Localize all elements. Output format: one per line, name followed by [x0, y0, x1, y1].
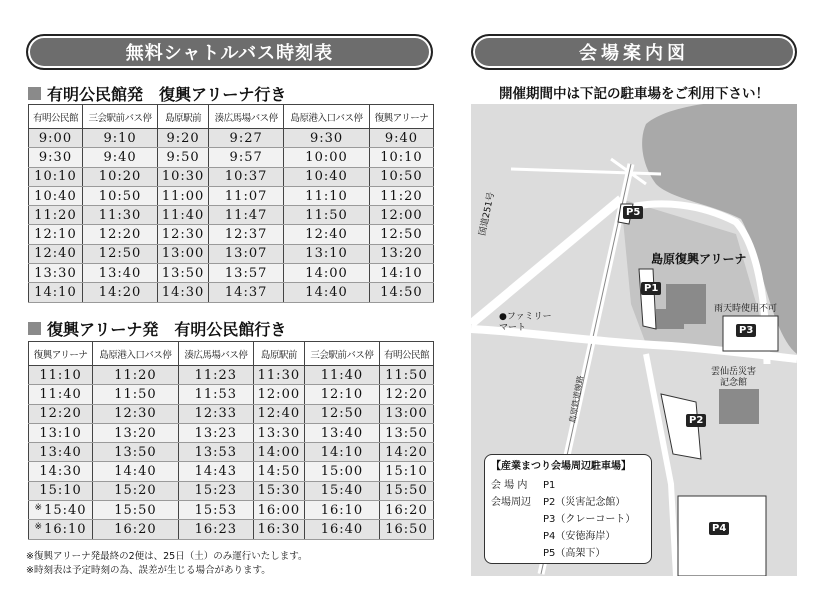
time-cell: 11:40	[29, 385, 93, 404]
table-row	[29, 148, 434, 167]
table-row	[29, 129, 434, 148]
time-cell: 14:30	[29, 462, 93, 481]
table-row	[29, 206, 434, 225]
time-cell: 14:00	[284, 264, 370, 283]
time-cell: 16:30	[253, 520, 304, 539]
time-cell: 15:10	[29, 481, 93, 500]
time-cell: 16:20	[93, 520, 179, 539]
table-row	[29, 225, 434, 244]
time-cell: 13:40	[82, 264, 157, 283]
time-cell: 16:40	[304, 520, 379, 539]
table-row	[29, 423, 434, 442]
legend-title: 【産業まつり会場周辺駐車場】	[491, 461, 631, 472]
legend-row: 会 場 内 P1	[491, 480, 556, 491]
timetable1-title-text: 有明公民館発 復興アリーナ行き	[47, 85, 287, 104]
column-header: 三会駅前バス停	[82, 105, 157, 129]
time-cell: 11:00	[158, 186, 209, 205]
time-cell: 16:20	[379, 501, 433, 520]
time-cell: 13:23	[178, 423, 253, 442]
time-cell: 14:50	[369, 283, 433, 302]
time-cell: 14:10	[369, 264, 433, 283]
time-cell: 12:20	[379, 385, 433, 404]
time-cell: 14:20	[379, 443, 433, 462]
parking-p2-icon: P2	[686, 414, 706, 427]
time-cell: 12:10	[29, 225, 83, 244]
time-cell: 11:20	[93, 366, 179, 385]
time-cell: 13:53	[178, 443, 253, 462]
time-value: 16:10	[44, 522, 87, 538]
time-cell: 15:50	[93, 501, 179, 520]
parking-legend	[484, 454, 652, 564]
time-cell: 13:50	[158, 264, 209, 283]
time-cell: 14:50	[253, 462, 304, 481]
legend-row: P4（安徳海岸）	[543, 531, 616, 542]
time-cell: 13:20	[369, 244, 433, 263]
time-cell: 15:10	[379, 462, 433, 481]
timetable-arena-to-ariake	[28, 341, 434, 540]
time-cell: 9:30	[29, 148, 83, 167]
column-header: 島原港入口バス停	[93, 342, 179, 366]
time-cell: 13:40	[304, 423, 379, 442]
time-cell: 13:30	[29, 264, 83, 283]
time-cell: 11:10	[29, 366, 93, 385]
time-cell: 15:20	[93, 481, 179, 500]
table-row	[29, 385, 434, 404]
time-cell: 15:50	[379, 481, 433, 500]
time-cell: 13:50	[379, 423, 433, 442]
time-cell	[29, 520, 93, 539]
table-row	[29, 481, 434, 500]
timetable2-title	[28, 317, 286, 340]
time-cell: 9:20	[158, 129, 209, 148]
time-cell: 11:07	[209, 186, 284, 205]
time-cell: 10:10	[29, 167, 83, 186]
time-cell: 12:20	[82, 225, 157, 244]
time-cell: 9:57	[209, 148, 284, 167]
time-cell: 13:07	[209, 244, 284, 263]
table-row	[29, 244, 434, 263]
time-cell: 11:50	[379, 366, 433, 385]
time-cell: 12:00	[369, 206, 433, 225]
time-cell: 10:40	[284, 167, 370, 186]
parking-p4-icon: P4	[709, 522, 729, 535]
time-cell: 10:20	[82, 167, 157, 186]
column-header: 復興アリーナ	[369, 105, 433, 129]
time-cell: 15:23	[178, 481, 253, 500]
familymart-label: ●ファミリー マート	[499, 312, 552, 333]
time-cell: 11:10	[284, 186, 370, 205]
time-cell: 12:33	[178, 404, 253, 423]
time-cell: 11:50	[93, 385, 179, 404]
table-row	[29, 167, 434, 186]
column-header: 三会駅前バス停	[304, 342, 379, 366]
time-cell: 11:50	[284, 206, 370, 225]
column-header: 有明公民館	[379, 342, 433, 366]
time-cell: 14:00	[253, 443, 304, 462]
legend-row: P5（高架下）	[543, 548, 606, 559]
time-cell: 12:10	[304, 385, 379, 404]
time-cell: 14:20	[82, 283, 157, 302]
time-cell: 14:10	[304, 443, 379, 462]
time-cell: 10:50	[82, 186, 157, 205]
time-cell: 13:40	[29, 443, 93, 462]
time-cell: 12:30	[93, 404, 179, 423]
time-cell: 12:40	[253, 404, 304, 423]
table-row	[29, 264, 434, 283]
column-header: 湊広馬場バス停	[209, 105, 284, 129]
time-cell: 12:00	[253, 385, 304, 404]
time-cell: 11:23	[178, 366, 253, 385]
time-cell: 10:10	[369, 148, 433, 167]
time-cell: 10:00	[284, 148, 370, 167]
time-cell: 9:40	[82, 148, 157, 167]
time-cell: 15:53	[178, 501, 253, 520]
time-cell: 11:20	[369, 186, 433, 205]
time-cell: 14:43	[178, 462, 253, 481]
time-cell: 13:00	[379, 404, 433, 423]
parking-p5-icon: P5	[623, 206, 643, 219]
time-cell: 14:37	[209, 283, 284, 302]
time-cell: 12:50	[304, 404, 379, 423]
route-251-label: 国道251号	[477, 191, 497, 237]
time-cell: 10:30	[158, 167, 209, 186]
arena-label: 島原復興アリーナ	[651, 252, 747, 266]
notes	[26, 550, 307, 578]
timetable2-title-text: 復興アリーナ発 有明公民館行き	[47, 320, 287, 339]
parking-p3-icon: P3	[736, 324, 756, 337]
time-cell: 15:40	[304, 481, 379, 500]
note-mark: ※	[34, 502, 44, 513]
memorial-label: 雲仙岳災害 記念館	[711, 367, 757, 388]
time-cell: 12:50	[369, 225, 433, 244]
map-banner: 会場案内図	[471, 34, 797, 70]
time-cell: 15:00	[304, 462, 379, 481]
timetable-banner: 無料シャトルバス時刻表	[26, 34, 433, 70]
note: ※復興アリーナ発最終の2便は、25日（土）のみ運行いたします。	[26, 551, 308, 562]
time-cell: 9:50	[158, 148, 209, 167]
column-header: 復興アリーナ	[29, 342, 93, 366]
legend-row: P3（クレーコート）	[543, 514, 636, 525]
time-cell: 16:50	[379, 520, 433, 539]
time-cell: 11:53	[178, 385, 253, 404]
time-cell: 15:30	[253, 481, 304, 500]
timetable-ariake-to-arena	[28, 104, 434, 303]
time-cell: 13:10	[29, 423, 93, 442]
time-cell: 13:00	[158, 244, 209, 263]
time-cell: 10:37	[209, 167, 284, 186]
column-header: 島原港入口バス停	[284, 105, 370, 129]
time-cell: 16:23	[178, 520, 253, 539]
table-row	[29, 283, 434, 302]
parking-p1-icon: P1	[641, 282, 661, 295]
time-cell: 14:40	[284, 283, 370, 302]
time-cell: 9:40	[369, 129, 433, 148]
time-cell: 12:50	[82, 244, 157, 263]
column-header: 湊広馬場バス停	[178, 342, 253, 366]
time-cell: 12:37	[209, 225, 284, 244]
venue-map	[471, 104, 797, 576]
time-cell: 14:40	[93, 462, 179, 481]
table-row	[29, 501, 434, 520]
time-cell: 13:30	[253, 423, 304, 442]
rain-note-label: 雨天時使用不可	[714, 304, 778, 314]
time-cell: 12:20	[29, 404, 93, 423]
time-cell: 11:30	[82, 206, 157, 225]
time-cell: 9:27	[209, 129, 284, 148]
column-header: 有明公民館	[29, 105, 83, 129]
time-cell: 9:10	[82, 129, 157, 148]
time-cell: 11:20	[29, 206, 83, 225]
time-cell: 9:30	[284, 129, 370, 148]
rail-label: 島原鉄道線路	[567, 374, 586, 424]
table-row	[29, 462, 434, 481]
time-cell: 13:20	[93, 423, 179, 442]
time-cell: 10:50	[369, 167, 433, 186]
column-header: 島原駅前	[158, 105, 209, 129]
time-cell: 13:57	[209, 264, 284, 283]
time-cell: 16:10	[304, 501, 379, 520]
map-subtitle: 開催期間中は下記の駐車場をご利用下さい！	[499, 86, 769, 102]
table-row	[29, 443, 434, 462]
time-cell: 12:30	[158, 225, 209, 244]
column-header: 島原駅前	[253, 342, 304, 366]
timetable1-title	[28, 82, 286, 105]
time-cell: 13:50	[93, 443, 179, 462]
time-cell: 9:00	[29, 129, 83, 148]
time-cell: 11:40	[158, 206, 209, 225]
table-row	[29, 520, 434, 539]
time-cell: 12:40	[284, 225, 370, 244]
time-cell: 11:40	[304, 366, 379, 385]
table-row	[29, 366, 434, 385]
table-row	[29, 186, 434, 205]
square-bullet-icon	[28, 87, 41, 100]
time-cell: 14:30	[158, 283, 209, 302]
time-cell	[29, 501, 93, 520]
time-cell: 11:30	[253, 366, 304, 385]
note: ※時刻表は予定時刻の為、誤差が生じる場合があります。	[26, 565, 271, 576]
time-cell: 10:40	[29, 186, 83, 205]
time-cell: 12:40	[29, 244, 83, 263]
time-cell: 16:00	[253, 501, 304, 520]
table-row	[29, 404, 434, 423]
legend-row: 会場周辺 P2（災害記念館）	[491, 497, 626, 508]
note-mark: ※	[34, 522, 44, 533]
time-cell: 14:10	[29, 283, 83, 302]
time-cell: 13:10	[284, 244, 370, 263]
time-cell: 11:47	[209, 206, 284, 225]
square-bullet-icon	[28, 322, 41, 335]
time-value: 15:40	[44, 502, 87, 518]
